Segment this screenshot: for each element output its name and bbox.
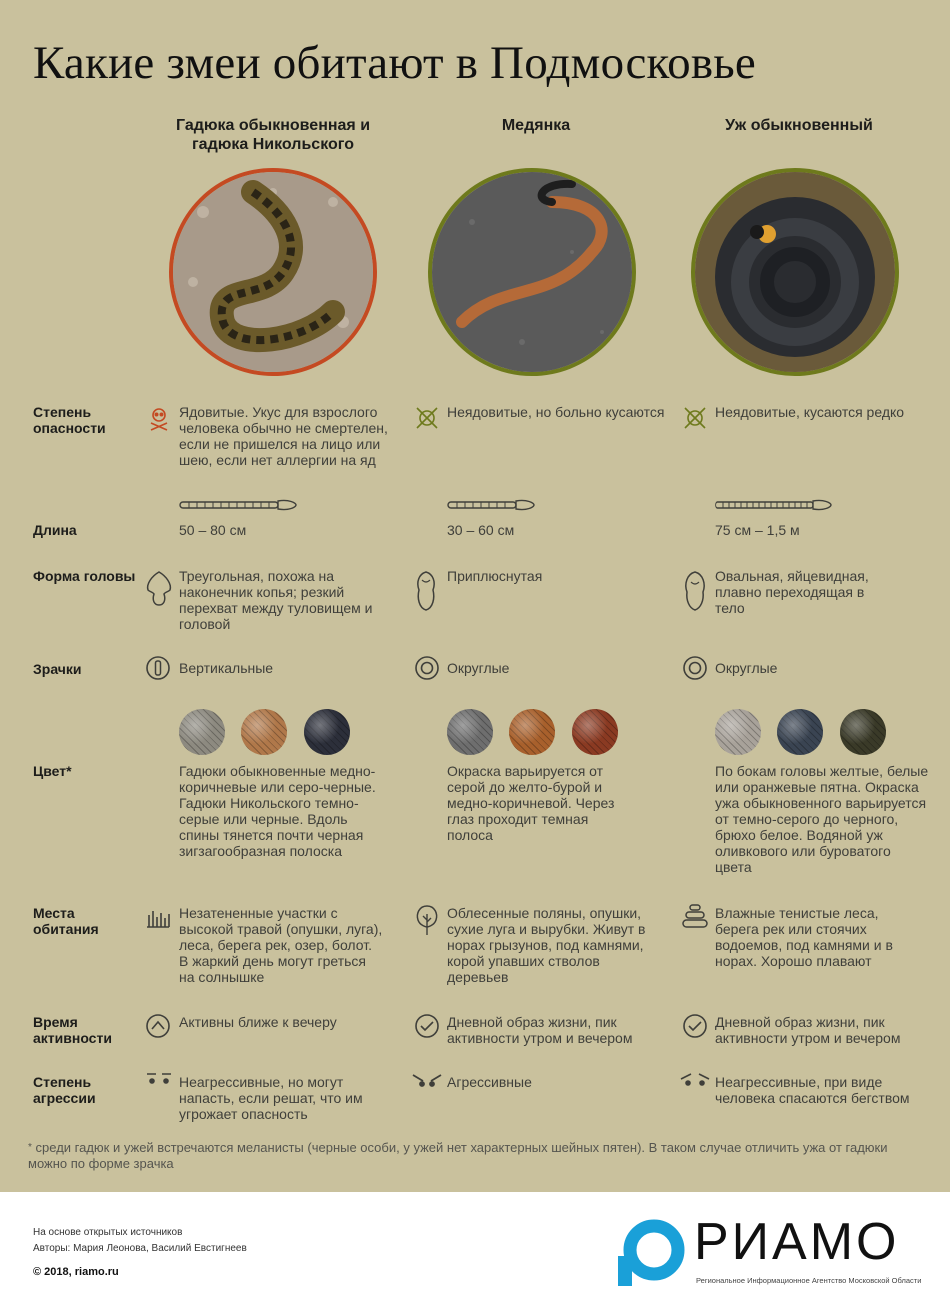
activity-grass-snake: Дневной образ жизни, пик активности утром и вечером — [715, 1014, 901, 1046]
color-swatch — [777, 709, 823, 755]
riamo-logo-text[interactable]: РИАМО — [694, 1213, 900, 1271]
pupils-smooth-snake: Округлые — [447, 660, 510, 676]
color-swatch — [304, 709, 350, 755]
ruler-icon — [447, 497, 565, 513]
skull-icon — [146, 405, 172, 431]
species-name-smooth-snake: Медянка — [501, 117, 571, 134]
aggression-viper: Неагрессивные, но могут напасть, если решат, что им угрожает опасность — [179, 1074, 363, 1122]
clock-icon — [682, 1013, 708, 1039]
color-swatch — [572, 709, 618, 755]
habitat-smooth-snake: Облесенные поляны, опушки, сухие луга и вырубки. Живут в норах грызунов, под камнями, корой упавших стволов деревьев — [447, 905, 646, 985]
riamo-tagline: Региональное Информационное Агентство Московской Области — [696, 1276, 922, 1285]
species-name-grass-snake: Уж обыкновенный — [725, 117, 873, 134]
ruler-icon — [179, 497, 297, 513]
label-aggression: Степень агрессии — [33, 1074, 96, 1106]
grass-snake-photo — [691, 168, 899, 376]
color-swatch — [509, 709, 555, 755]
head-viper: Треугольная, похожа на наконечник копья; резкий перехват между туловищем и головой — [179, 568, 373, 632]
round-pupil-icon — [414, 655, 440, 681]
length-viper: 50 – 80 см — [179, 522, 247, 538]
color-swatch — [447, 709, 493, 755]
label-pupils: Зрачки — [33, 661, 82, 677]
label-activity: Время активности — [33, 1014, 112, 1046]
danger-viper: Ядовитые. Укус для взрослого человека обычно не смертелен, если не пришелся на лицо или шею, если нет аллергии на яд — [179, 404, 388, 468]
length-grass-snake: 75 см – 1,5 м — [715, 522, 800, 538]
footer-authors: Авторы: Мария Леонова, Василий Евстигнеев — [33, 1243, 247, 1254]
activity-smooth-snake: Дневной образ жизни, пик активности утром и вечером — [447, 1014, 633, 1046]
label-length: Длина — [33, 522, 77, 538]
species-name-viper: Гадюка обыкновенная и гадюка Никольского — [175, 117, 371, 153]
clock-icon — [414, 1013, 440, 1039]
smooth-snake-photo — [428, 168, 636, 376]
aggression-grass-snake: Неагрессивные, при виде человека спасаются бегством — [715, 1074, 910, 1106]
oval-head-icon — [681, 570, 709, 612]
triangular-head-icon — [144, 570, 174, 608]
habitat-viper: Незатененные участки с высокой травой (опушки, луга), леса, берега рек, озер, болот. В жаркий день могут греться на солнышке — [179, 905, 383, 985]
activity-viper: Активны ближе к вечеру — [179, 1014, 337, 1030]
pupils-viper: Вертикальные — [179, 660, 274, 676]
head-grass-snake: Овальная, яйцевидная, плавно переходящая в тело — [715, 568, 869, 616]
footnote-text: среди гадюк и ужей встречаются меланисты (черные особи, у ужей нет характерных шейных пятен). В таком случае отличить ужа от гадюки можно по форме зрачка — [28, 1140, 888, 1171]
fearful-eyes-icon — [679, 1071, 711, 1089]
color-swatch — [179, 709, 225, 755]
color-swatch — [241, 709, 287, 755]
label-head: Форма головы — [33, 568, 136, 584]
footer-copyright[interactable]: © 2018, riamo.ru — [33, 1266, 119, 1278]
footer-source: На основе открытых источников — [33, 1227, 183, 1238]
footnote-mark: * — [28, 1142, 32, 1153]
label-habitat: Места обитания — [33, 905, 99, 937]
aggression-smooth-snake: Агрессивные — [447, 1074, 532, 1090]
ruler-icon — [715, 497, 833, 513]
color-viper: Гадюки обыкновенные медно-коричневые или серо-черные. Гадюки Никольского темно-серые или черные. Вдоль спины тянется почти черная зигзагообразная полоска — [179, 763, 376, 859]
tree-icon — [413, 904, 441, 936]
stones-icon — [681, 903, 709, 929]
round-pupil-icon — [682, 655, 708, 681]
color-swatch — [840, 709, 886, 755]
evening-clock-icon — [145, 1013, 171, 1039]
color-swatch — [715, 709, 761, 755]
pupils-grass-snake: Округлые — [715, 660, 778, 676]
head-smooth-snake: Приплюснутая — [447, 568, 543, 584]
danger-grass-snake: Неядовитые, кусаются редко — [715, 404, 905, 420]
page-title: Какие змеи обитают в Подмосковье — [33, 37, 756, 89]
label-color: Цвет* — [33, 763, 72, 779]
viper-photo — [169, 168, 377, 376]
danger-smooth-snake: Неядовитые, но больно кусаются — [447, 404, 665, 420]
habitat-grass-snake: Влажные тенистые леса, берега рек или стоячих водоемов, под камнями и в норах. Хорошо плавают — [715, 905, 893, 969]
riamo-logo-icon[interactable] — [616, 1218, 686, 1288]
footnote — [28, 1140, 908, 1172]
crossed-skull-icon — [682, 405, 708, 431]
flat-head-icon — [413, 570, 439, 612]
color-smooth-snake: Окраска варьируется от серой до желто-бурой и медно-коричневой. Через глаз проходит темная полоса — [447, 763, 615, 843]
vertical-pupil-icon — [145, 655, 171, 681]
calm-eyes-icon — [145, 1070, 173, 1090]
length-smooth-snake: 30 – 60 см — [447, 522, 515, 538]
grass-icon — [145, 905, 171, 931]
angry-eyes-icon — [411, 1072, 443, 1090]
label-danger: Степень опасности — [33, 404, 106, 436]
color-grass-snake: По бокам головы желтые, белые или оранжевые пятна. Окраска ужа обыкновенного варьируется от темно-серого до черного, брюхо белое. Водяной уж оливкового или буроватого цвета — [715, 763, 929, 875]
crossed-skull-icon — [414, 405, 440, 431]
